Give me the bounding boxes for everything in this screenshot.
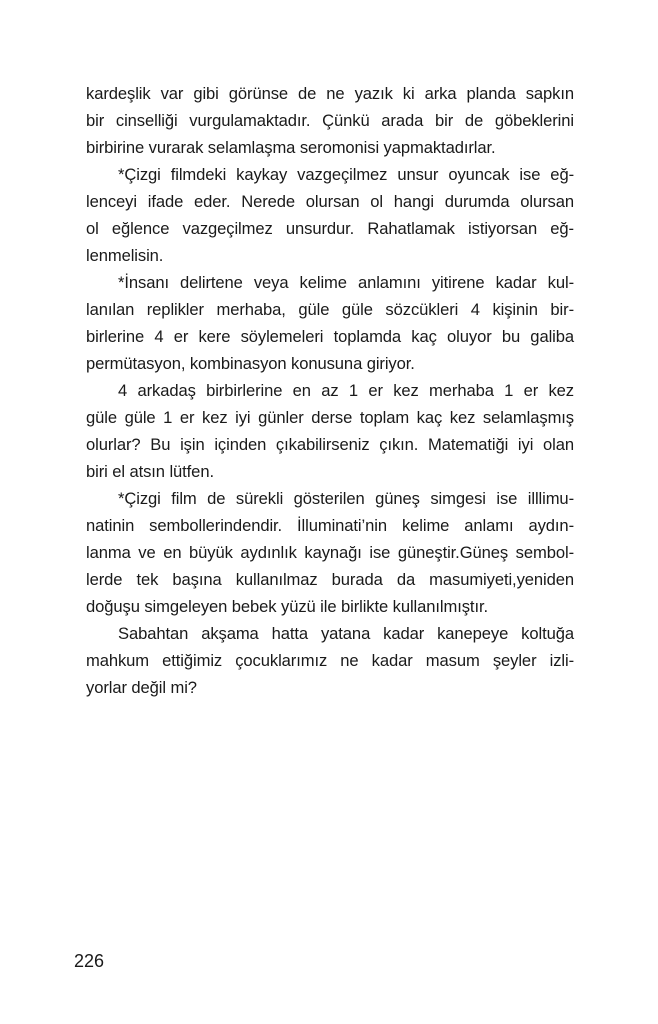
text-line: bir cinselliği vurgulamaktadır. Çünkü arada bir de göbeklerini xyxy=(86,111,574,130)
page-number: 226 xyxy=(74,951,105,971)
text-line: natinin sembollerindendir. İlluminati’nin kelime anlamı aydın- xyxy=(86,516,574,535)
paragraph xyxy=(86,80,574,161)
text-line: lerde tek başına kullanılmaz burada da masumiyeti,yeniden xyxy=(86,570,574,589)
text-line: biri el atsın lütfen. xyxy=(86,462,214,481)
paragraph xyxy=(86,620,574,701)
text-line: ol eğlence vazgeçilmez unsurdur. Rahatlamak istiyorsan eğ- xyxy=(86,219,574,238)
text-line: lanılan replikler merhaba, güle güle sözcükleri 4 kişinin bir- xyxy=(86,300,574,319)
text-line: güle güle 1 er kez iyi günler derse toplam kaç kez selamlaşmış xyxy=(86,408,574,427)
text-line: doğuşu simgeleyen bebek yüzü ile birlikte kullanılmıştır. xyxy=(86,597,488,616)
text-line: permütasyon, kombinasyon konusuna giriyor. xyxy=(86,354,415,373)
text-line: yorlar değil mi? xyxy=(86,678,197,697)
body-text xyxy=(86,80,574,701)
text-line: birbirine vurarak selamlaşma seromonisi yapmaktadırlar. xyxy=(86,138,496,157)
text-line: Sabahtan akşama hatta yatana kadar kanepeye koltuğa xyxy=(118,624,574,643)
text-line: 4 arkadaş birbirlerine en az 1 er kez merhaba 1 er kez xyxy=(118,381,574,400)
paragraph xyxy=(86,485,574,620)
text-line: *Çizgi filmdeki kaykay vazgeçilmez unsur oyuncak ise eğ- xyxy=(118,165,574,184)
text-line: lenmelisin. xyxy=(86,246,164,265)
text-line: *Çizgi film de sürekli gösterilen güneş simgesi ise illlimu- xyxy=(118,489,574,508)
paragraph xyxy=(86,377,574,485)
paragraph xyxy=(86,161,574,269)
text-line: *İnsanı delirtene veya kelime anlamını yitirene kadar kul- xyxy=(118,273,574,292)
text-line: birlerine 4 er kere söylemeleri toplamda kaç oluyor bu galiba xyxy=(86,327,574,346)
text-line: lanma ve en büyük aydınlık kaynağı ise güneştir.Güneş sembol- xyxy=(86,543,574,562)
text-line: kardeşlik var gibi görünse de ne yazık ki arka planda sapkın xyxy=(86,84,574,103)
paragraph xyxy=(86,269,574,377)
text-line: lenceyi ifade eder. Nerede olursan ol hangi durumda olursan xyxy=(86,192,574,211)
text-line: mahkum ettiğimiz çocuklarımız ne kadar masum şeyler izli- xyxy=(86,651,574,670)
text-line: olurlar? Bu işin içinden çıkabilirseniz çıkın. Matematiği iyi olan xyxy=(86,435,574,454)
